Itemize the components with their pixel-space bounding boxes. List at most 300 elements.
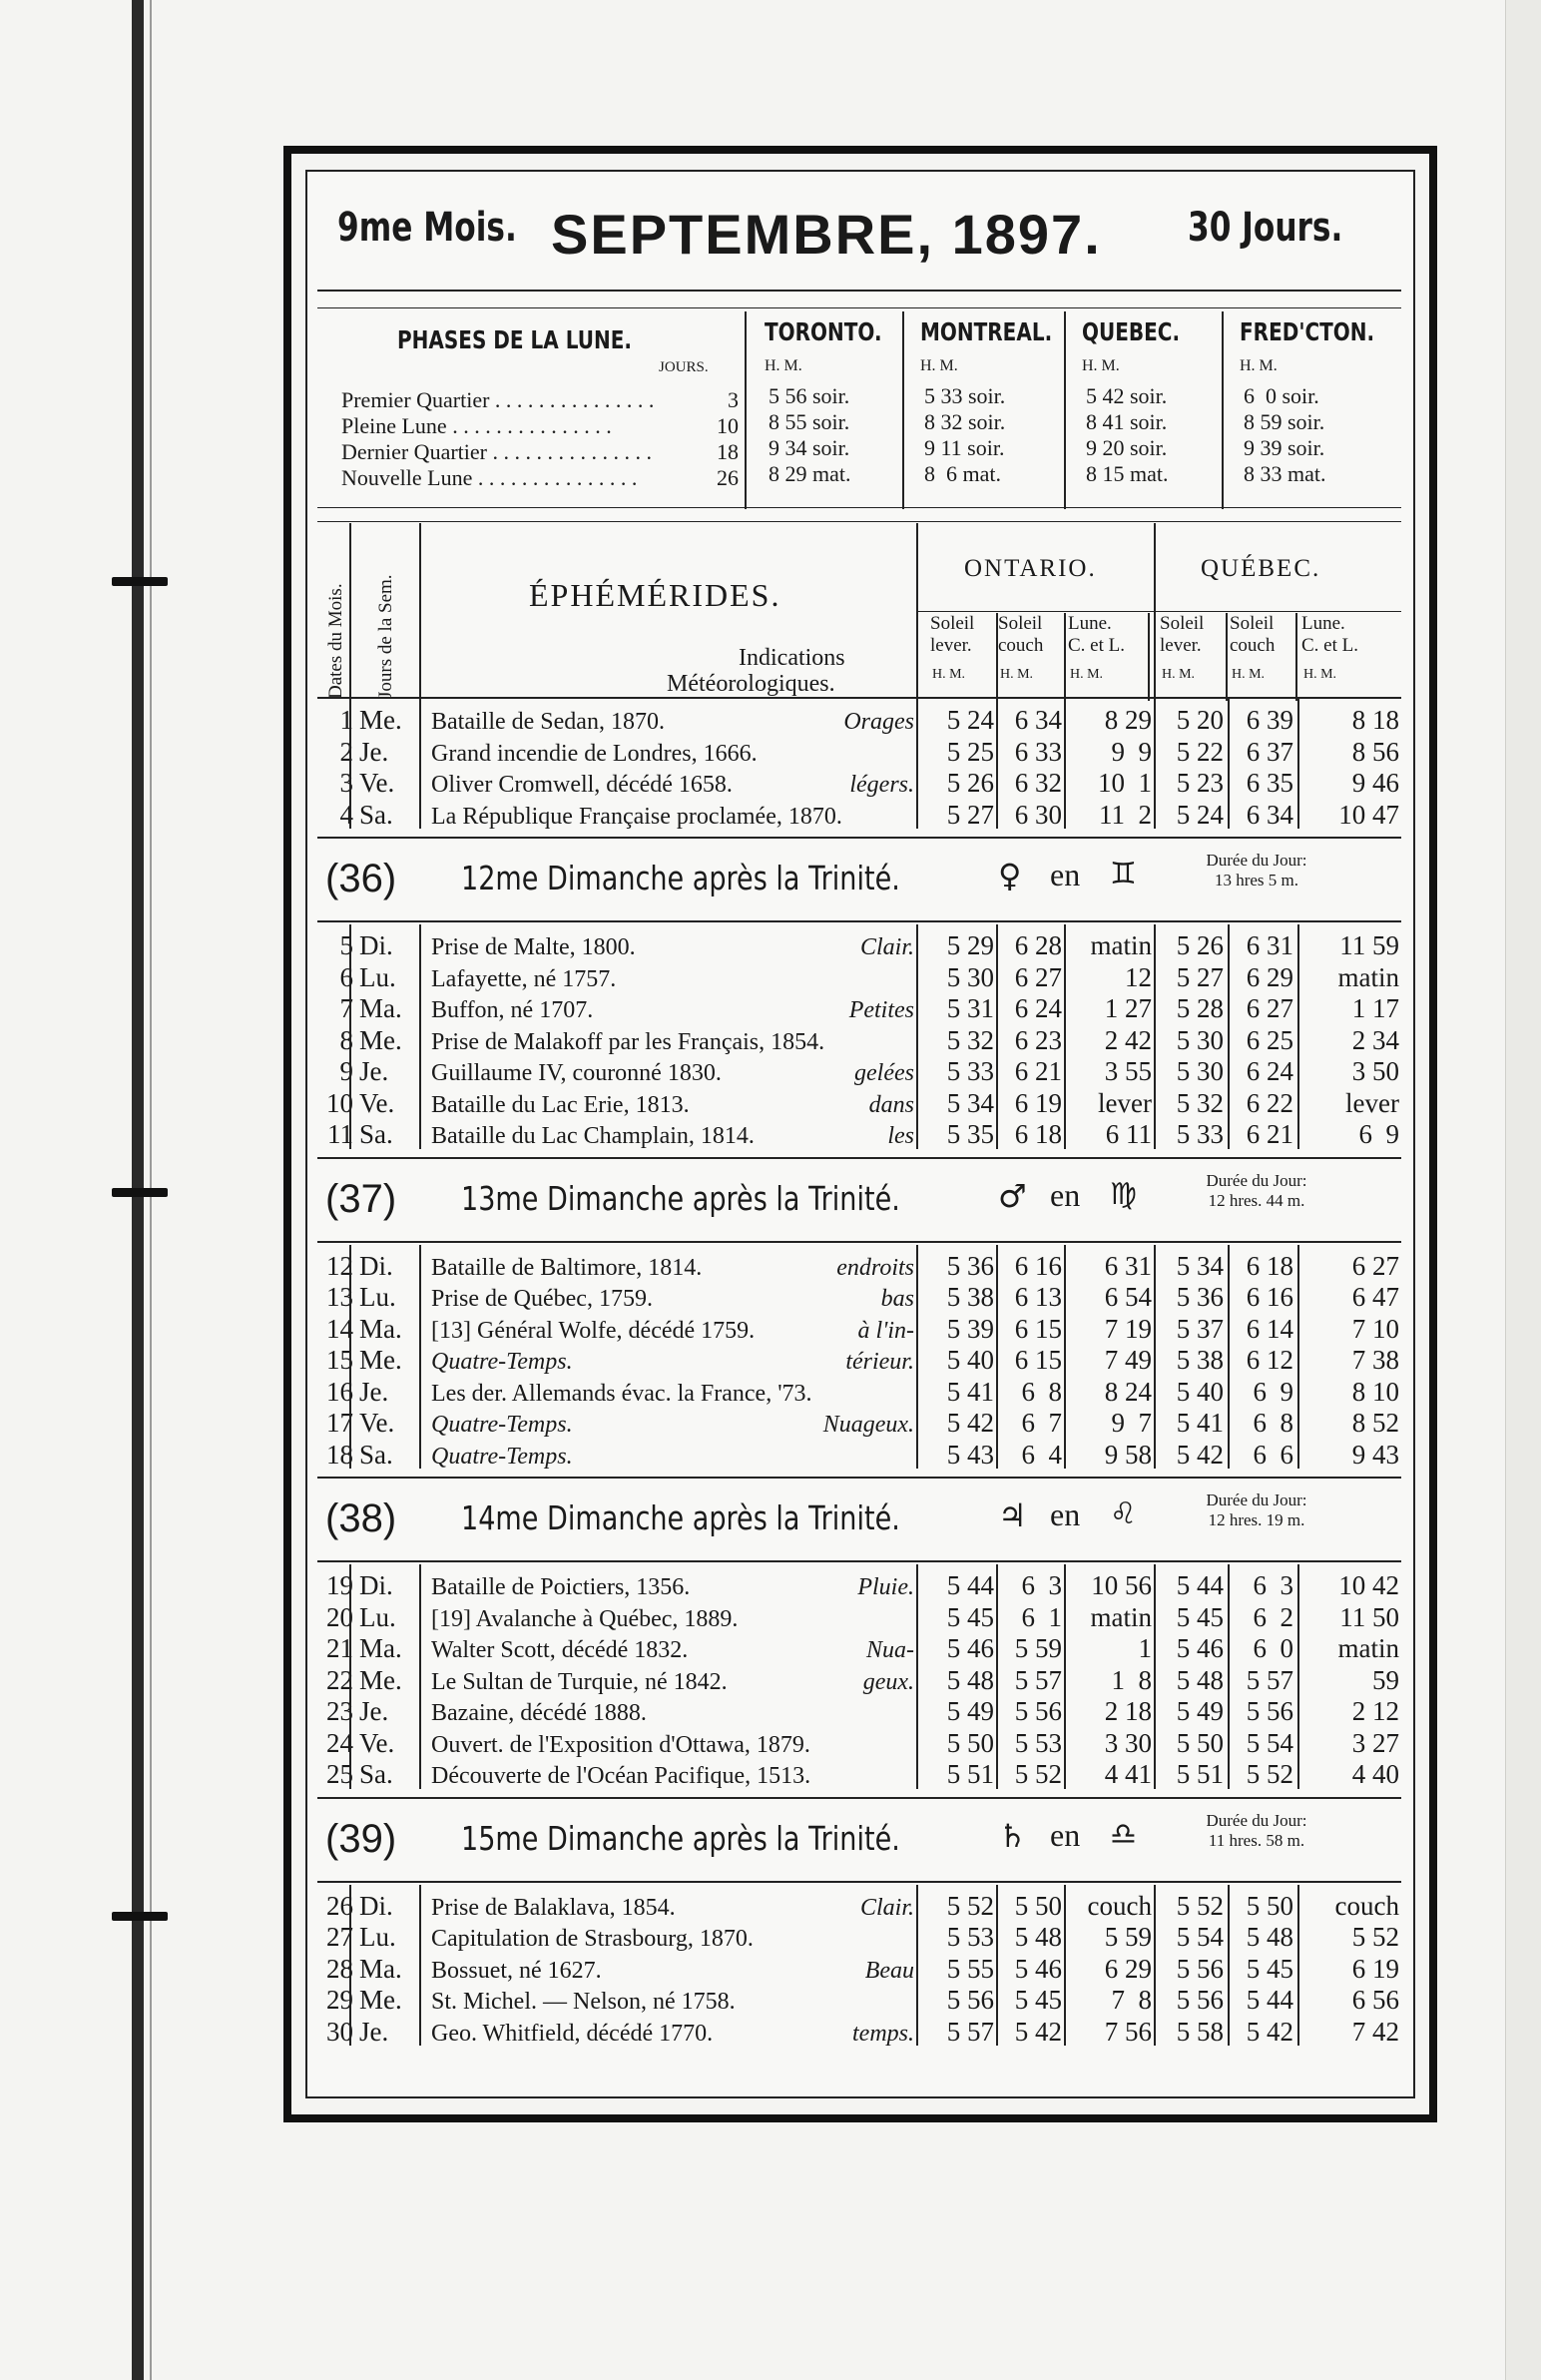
- time-value: 5 48: [1014, 1922, 1062, 1952]
- column-rule: [1064, 1245, 1066, 1470]
- meteo-indication: gelées: [854, 1060, 914, 1086]
- day-of-month: 24: [326, 1727, 353, 1758]
- event: Bataille de Poictiers, 1356.: [431, 1574, 691, 1600]
- meteo-indication: geux.: [862, 1668, 914, 1695]
- event: Prise de Malakoff par les Français, 1854.: [431, 1028, 825, 1055]
- weekday: Ma.: [359, 1633, 402, 1663]
- page-edge: [1505, 0, 1541, 2380]
- weekday: Ve.: [359, 1727, 395, 1758]
- meteo-indication: endroits: [836, 1254, 914, 1281]
- time-value: 8 18: [1351, 705, 1399, 735]
- meteo-indication: Petites: [848, 997, 914, 1023]
- moon-phase-time: 9 34 soir.: [769, 435, 850, 460]
- day-of-month: 29: [326, 1985, 353, 2015]
- time-value: lever: [1345, 1087, 1399, 1118]
- meteo-indication: dans: [868, 1091, 914, 1118]
- binding-clip: [112, 1912, 168, 1921]
- event: Quatre-Temps.: [431, 1443, 573, 1470]
- subcol-header: Lune.: [1301, 613, 1345, 634]
- weekday: Je.: [359, 2016, 389, 2047]
- day-of-month: 7: [339, 993, 353, 1023]
- column-rule: [349, 924, 351, 1149]
- weekday: Je.: [359, 736, 389, 767]
- time-value: 5 27: [1176, 961, 1224, 992]
- weekday: Lu.: [359, 1922, 396, 1952]
- time-value: 5 45: [1246, 1953, 1293, 1984]
- time-value: 5 52: [1014, 1759, 1062, 1789]
- moon-phase-time: 8 55 soir.: [769, 409, 850, 434]
- time-value: 5 46: [1014, 1953, 1062, 1984]
- moon-phase-day: 3: [728, 387, 739, 412]
- time-value: 6 8: [1253, 1408, 1293, 1438]
- jours-label: JOURS.: [659, 359, 709, 375]
- meteo-indication: Nuageux.: [822, 1412, 914, 1438]
- time-value: 5 51: [1176, 1759, 1224, 1789]
- time-value: 6 16: [1246, 1282, 1293, 1312]
- time-value: 5 48: [1246, 1922, 1293, 1952]
- column-rule: [349, 1885, 351, 2047]
- event: Lafayette, né 1757.: [431, 965, 617, 992]
- column-rule: [419, 1245, 421, 1470]
- time-value: 6 23: [1014, 1024, 1062, 1055]
- day-of-month: 21: [326, 1633, 353, 1663]
- time-value: 8 10: [1351, 1376, 1399, 1407]
- time-value: 5 54: [1176, 1922, 1224, 1952]
- moon-col-rule: [902, 311, 904, 509]
- hm-label: H. M.: [1082, 357, 1120, 374]
- duree-label: Durée du Jour:: [1206, 1490, 1307, 1509]
- day-of-month: 19: [326, 1570, 353, 1600]
- time-value: 11 59: [1339, 930, 1399, 960]
- moon-phase-time: 9 39 soir.: [1244, 435, 1325, 460]
- day-of-month: 25: [326, 1759, 353, 1789]
- day-of-month: 8: [339, 1024, 353, 1055]
- moon-phase-name: Dernier Quartier . . . . . . . . . . . . . . .: [341, 439, 652, 464]
- time-value: 6 54: [1104, 1282, 1152, 1312]
- time-value: 6 33: [1014, 736, 1062, 767]
- time-value: 9 43: [1351, 1439, 1399, 1470]
- time-value: 11 2: [1099, 799, 1152, 830]
- time-value: 10 42: [1338, 1570, 1399, 1600]
- week-rule: [317, 1157, 1401, 1159]
- duree-label: Durée du Jour:: [1206, 851, 1307, 870]
- event: Grand incendie de Londres, 1666.: [431, 740, 758, 767]
- time-value: 6 9: [1358, 1119, 1399, 1149]
- event: Découverte de l'Océan Pacifique, 1513.: [431, 1763, 811, 1789]
- event: Ouvert. de l'Exposition d'Ottawa, 1879.: [431, 1731, 810, 1758]
- column-rule: [1228, 1245, 1230, 1470]
- column-rule: [1297, 1245, 1299, 1470]
- hm-label: H. M.: [765, 357, 802, 374]
- event: Prise de Balaklava, 1854.: [431, 1894, 676, 1921]
- column-rule: [1154, 1885, 1156, 2047]
- subcol-rule: [1148, 613, 1150, 701]
- day-of-month: 22: [326, 1664, 353, 1695]
- moon-phase-time: 8 32 soir.: [924, 409, 1006, 434]
- time-value: 5 30: [1176, 1024, 1224, 1055]
- time-value: 5 57: [1014, 1664, 1062, 1695]
- time-value: 5 56: [1176, 1953, 1224, 1984]
- time-value: 5 42: [946, 1408, 994, 1438]
- week-number: (36): [325, 857, 397, 900]
- event: Capitulation de Strasbourg, 1870.: [431, 1926, 754, 1952]
- time-value: 5 45: [1014, 1985, 1062, 2015]
- time-value: 5 27: [946, 799, 994, 830]
- column-rule: [916, 1885, 918, 2047]
- day-of-month: 13: [326, 1282, 353, 1312]
- time-value: 6 35: [1246, 768, 1293, 798]
- moon-phase-day: 10: [717, 413, 739, 438]
- time-value: 5 50: [1014, 1890, 1062, 1921]
- time-value: 6 7: [1021, 1408, 1062, 1438]
- day-of-month: 10: [326, 1087, 353, 1118]
- week-rule: [317, 1560, 1401, 1562]
- time-value: 5 31: [946, 993, 994, 1023]
- meteo-indication: à l'in-: [857, 1317, 914, 1344]
- week-rule: [317, 837, 1401, 839]
- time-value: 5 45: [946, 1601, 994, 1632]
- zodiac-icon: ♎: [1110, 1816, 1137, 1852]
- indications-label: Indications: [739, 645, 845, 671]
- time-value: 5 41: [1176, 1408, 1224, 1438]
- week-rule: [317, 1797, 1401, 1799]
- moon-phase-time: 6 0 soir.: [1244, 383, 1319, 408]
- time-value: 7 56: [1104, 2016, 1152, 2047]
- column-rule: [349, 699, 351, 829]
- time-value: 5 44: [1176, 1570, 1224, 1600]
- subcol-rule: [1295, 613, 1297, 701]
- time-value: 5 50: [1176, 1727, 1224, 1758]
- time-value: 8 52: [1351, 1408, 1399, 1438]
- time-value: 6 29: [1246, 961, 1293, 992]
- en-label: en: [1050, 1176, 1081, 1213]
- column-rule: [349, 523, 351, 703]
- time-value: 5 32: [1176, 1087, 1224, 1118]
- time-value: 5 52: [1351, 1922, 1399, 1952]
- time-value: 1 27: [1104, 993, 1152, 1023]
- duree-value: 11 hres. 58 m.: [1208, 1830, 1305, 1850]
- time-value: 6 31: [1246, 930, 1293, 960]
- time-value: 6 21: [1246, 1119, 1293, 1149]
- time-value: 6 0: [1253, 1633, 1293, 1663]
- time-value: 5 20: [1176, 705, 1224, 735]
- weekday: Je.: [359, 1696, 389, 1726]
- meteo-indication: bas: [880, 1286, 914, 1312]
- time-value: 4 40: [1351, 1759, 1399, 1789]
- meteo-indication: Nua-: [866, 1637, 914, 1663]
- column-rule: [419, 1885, 421, 2047]
- time-value: 59: [1372, 1664, 1399, 1695]
- time-value: 5 32: [946, 1024, 994, 1055]
- event: [13] Général Wolfe, décédé 1759.: [431, 1317, 756, 1344]
- day-of-month: 16: [326, 1376, 353, 1407]
- moon-phase-time: 8 15 mat.: [1086, 461, 1169, 486]
- en-label: en: [1050, 1816, 1081, 1853]
- time-value: 6 39: [1246, 705, 1293, 735]
- col-dates-header: Dates du Mois.: [325, 583, 346, 699]
- column-rule: [349, 1245, 351, 1470]
- time-value: 6 8: [1021, 1376, 1062, 1407]
- time-value: 5 39: [946, 1313, 994, 1344]
- hm-label: H. M.: [1070, 667, 1104, 682]
- weekday: Ve.: [359, 1408, 395, 1438]
- planet-icon: ♂: [998, 1176, 1027, 1215]
- column-rule: [419, 523, 421, 703]
- weekday: Lu.: [359, 1282, 396, 1312]
- ephemerides-title: ÉPHÉMÉRIDES.: [529, 577, 781, 613]
- meteo-indication: Clair.: [859, 934, 914, 960]
- event: Les der. Allemands évac. la France, '73.: [431, 1380, 812, 1407]
- day-of-month: 28: [326, 1953, 353, 1984]
- time-value: couch: [1087, 1890, 1152, 1921]
- event: Walter Scott, décédé 1832.: [431, 1637, 689, 1663]
- duree-value: 12 hres. 44 m.: [1208, 1190, 1305, 1210]
- weekday: Je.: [359, 1056, 389, 1086]
- time-value: 2 42: [1104, 1024, 1152, 1055]
- event: Bataille du Lac Champlain, 1814.: [431, 1123, 755, 1149]
- meteo-indication: Clair.: [859, 1894, 914, 1921]
- day-of-month: 14: [326, 1313, 353, 1344]
- binding-clip: [112, 577, 168, 586]
- column-rule: [996, 1564, 998, 1789]
- event: Bataille de Baltimore, 1814.: [431, 1254, 703, 1281]
- column-rule: [1064, 1564, 1066, 1789]
- zodiac-icon: ♌: [1110, 1496, 1137, 1531]
- event: Bataille du Lac Erie, 1813.: [431, 1091, 690, 1118]
- meteo-indication: Orages: [843, 709, 914, 735]
- day-of-month: 1: [339, 705, 353, 735]
- event: Quatre-Temps.: [431, 1412, 573, 1438]
- week-rule: [317, 920, 1401, 922]
- subcol-header: Soleil: [1230, 613, 1275, 634]
- meteo-indication: Beau: [864, 1957, 914, 1984]
- time-value: 6 27: [1014, 961, 1062, 992]
- hm-label: H. M.: [1303, 667, 1337, 682]
- time-value: 5 50: [1246, 1890, 1293, 1921]
- time-value: 8 29: [1104, 705, 1152, 735]
- time-value: 5 33: [1176, 1119, 1224, 1149]
- time-value: 6 24: [1014, 993, 1062, 1023]
- column-rule: [996, 1245, 998, 1470]
- column-rule: [1064, 699, 1066, 829]
- city-header: QUEBEC.: [1082, 317, 1181, 346]
- time-value: 3 55: [1104, 1056, 1152, 1086]
- time-value: 9 7: [1111, 1408, 1152, 1438]
- week-number: (38): [325, 1496, 397, 1540]
- moon-col-rule: [1222, 311, 1224, 509]
- day-of-month: 11: [327, 1119, 353, 1149]
- time-value: 6 21: [1014, 1056, 1062, 1086]
- time-value: 5 42: [1176, 1439, 1224, 1470]
- moon-phase-name: Nouvelle Lune . . . . . . . . . . . . . . .: [341, 465, 638, 490]
- moon-phase-time: 8 59 soir.: [1244, 409, 1325, 434]
- day-of-month: 27: [326, 1922, 353, 1952]
- column-rule: [1154, 924, 1156, 1149]
- moon-phases-title: PHASES DE LA LUNE.: [397, 325, 632, 354]
- time-value: 6 15: [1014, 1345, 1062, 1375]
- moon-phase-time: 5 42 soir.: [1086, 383, 1168, 408]
- time-value: 5 30: [1176, 1056, 1224, 1086]
- moon-phase-time: 9 11 soir.: [924, 435, 1005, 460]
- weekday: Me.: [359, 1664, 402, 1695]
- sunday-title: 14me Dimanche après la Trinité.: [461, 1498, 900, 1537]
- time-value: 5 37: [1176, 1313, 1224, 1344]
- time-value: 5 45: [1176, 1601, 1224, 1632]
- time-value: 5 56: [1246, 1696, 1293, 1726]
- column-rule: [1228, 1564, 1230, 1789]
- time-value: 5 56: [1014, 1696, 1062, 1726]
- time-value: 6 1: [1021, 1601, 1062, 1632]
- time-value: 5 44: [946, 1570, 994, 1600]
- time-value: 12: [1125, 961, 1152, 992]
- weekday: Lu.: [359, 961, 396, 992]
- time-value: 5 43: [946, 1439, 994, 1470]
- weekday: Di.: [359, 1570, 393, 1600]
- day-of-month: 4: [339, 799, 353, 830]
- time-value: 1 17: [1351, 993, 1399, 1023]
- weekday: Sa.: [359, 1439, 393, 1470]
- day-of-month: 5: [339, 930, 353, 960]
- moon-phase-time: 8 29 mat.: [769, 461, 851, 486]
- event: Prise de Québec, 1759.: [431, 1286, 653, 1312]
- event: Le Sultan de Turquie, né 1842.: [431, 1668, 728, 1695]
- weekday: Ve.: [359, 1087, 395, 1118]
- day-of-month: 23: [326, 1696, 353, 1726]
- day-of-month: 17: [326, 1408, 353, 1438]
- event: St. Michel. — Nelson, né 1758.: [431, 1989, 736, 2015]
- sunday-title: 12me Dimanche après la Trinité.: [461, 859, 900, 897]
- weekday: Ma.: [359, 1313, 402, 1344]
- time-value: 6 34: [1246, 799, 1293, 830]
- day-of-month: 20: [326, 1601, 353, 1632]
- time-value: 5 51: [946, 1759, 994, 1789]
- subcol-rule: [1226, 613, 1228, 701]
- event: Bazaine, décédé 1888.: [431, 1700, 647, 1726]
- time-value: 5 40: [946, 1345, 994, 1375]
- moon-phase-time: 8 6 mat.: [924, 461, 1001, 486]
- column-rule: [1228, 699, 1230, 829]
- time-value: 9 9: [1111, 736, 1152, 767]
- time-value: 5 35: [946, 1119, 994, 1149]
- time-value: 5 34: [946, 1087, 994, 1118]
- time-value: 6 9: [1253, 1376, 1293, 1407]
- time-value: 6 37: [1246, 736, 1293, 767]
- weekday: Ma.: [359, 993, 402, 1023]
- time-value: 9 46: [1351, 768, 1399, 798]
- binding-clip: [112, 1188, 168, 1197]
- column-rule: [1297, 1885, 1299, 2047]
- event: Geo. Whitfield, décédé 1770.: [431, 2020, 714, 2047]
- weekday: Me.: [359, 1345, 402, 1375]
- time-value: 6 3: [1253, 1570, 1293, 1600]
- moon-phase-day: 18: [717, 439, 739, 464]
- meteo-indication: temps.: [852, 2020, 914, 2047]
- event: Guillaume IV, couronné 1830.: [431, 1060, 722, 1086]
- time-value: 6 13: [1014, 1282, 1062, 1312]
- month-days: 30 Jours.: [1188, 205, 1343, 251]
- weekday: Lu.: [359, 1601, 396, 1632]
- col-jours-header: Jours de la Sem.: [375, 574, 396, 699]
- time-value: 5 59: [1104, 1922, 1152, 1952]
- time-value: 5 23: [1176, 768, 1224, 798]
- ontario-header: ONTARIO.: [964, 555, 1097, 582]
- subcol-header: lever.: [1160, 635, 1202, 656]
- time-value: 5 24: [1176, 799, 1224, 830]
- time-value: 5 57: [1246, 1664, 1293, 1695]
- column-rule: [419, 924, 421, 1149]
- time-value: 4 41: [1104, 1759, 1152, 1789]
- subcol-header: Soleil: [930, 613, 975, 634]
- time-value: 5 42: [1014, 2016, 1062, 2047]
- header-bottom-rule: [317, 697, 1401, 699]
- time-value: 5 49: [1176, 1696, 1224, 1726]
- time-value: 5 30: [946, 961, 994, 992]
- time-value: 6 24: [1246, 1056, 1293, 1086]
- hm-label: H. M.: [932, 667, 966, 682]
- zodiac-icon: ♊: [1110, 857, 1137, 892]
- column-rule: [1064, 1885, 1066, 2047]
- subcol-header: C. et L.: [1301, 635, 1358, 656]
- time-value: 6 31: [1104, 1250, 1152, 1281]
- time-value: 5 28: [1176, 993, 1224, 1023]
- time-value: 5 38: [946, 1282, 994, 1312]
- month-title: SEPTEMBRE, 1897.: [551, 203, 1102, 266]
- time-value: 2 12: [1351, 1696, 1399, 1726]
- time-value: 5 26: [946, 768, 994, 798]
- hm-label: H. M.: [1240, 357, 1278, 374]
- moon-col-rule: [1064, 311, 1066, 509]
- time-value: 5 22: [1176, 736, 1224, 767]
- time-value: 6 14: [1246, 1313, 1293, 1344]
- duree-value: 12 hres. 19 m.: [1208, 1510, 1305, 1529]
- weekday: Me.: [359, 1985, 402, 2015]
- time-value: 5 38: [1176, 1345, 1224, 1375]
- time-value: 6 6: [1253, 1439, 1293, 1470]
- week-number: (39): [325, 1816, 397, 1861]
- subcol-rule: [1064, 613, 1066, 701]
- time-value: 5 44: [1246, 1985, 1293, 2015]
- column-rule: [1297, 699, 1299, 829]
- planet-icon: ♃: [998, 1496, 1027, 1534]
- time-value: 6 2: [1253, 1601, 1293, 1632]
- time-value: 6 25: [1246, 1024, 1293, 1055]
- time-value: 5 29: [946, 930, 994, 960]
- column-rule: [916, 523, 918, 703]
- moon-phase-time: 5 33 soir.: [924, 383, 1006, 408]
- column-rule: [1297, 924, 1299, 1149]
- meteo-label: Météorologiques.: [667, 671, 835, 697]
- time-value: 5 46: [1176, 1633, 1224, 1663]
- zodiac-icon: ♍: [1110, 1176, 1137, 1212]
- time-value: 1: [1138, 1633, 1152, 1663]
- divider: [317, 290, 1401, 292]
- week-rule: [317, 1881, 1401, 1883]
- time-value: 5 59: [1014, 1633, 1062, 1663]
- time-value: 5 42: [1246, 2016, 1293, 2047]
- event: Buffon, né 1707.: [431, 997, 594, 1023]
- divider: [317, 507, 1401, 508]
- time-value: 5 53: [1014, 1727, 1062, 1758]
- divider: [317, 521, 1401, 522]
- time-value: 6 12: [1246, 1345, 1293, 1375]
- time-value: 6 3: [1021, 1570, 1062, 1600]
- week-rule: [317, 1477, 1401, 1479]
- subcol-header: couch: [998, 635, 1044, 656]
- time-value: 5 58: [1176, 2016, 1224, 2047]
- time-value: matin: [1090, 1601, 1152, 1632]
- time-value: 5 56: [946, 1985, 994, 2015]
- time-value: 6 22: [1246, 1087, 1293, 1118]
